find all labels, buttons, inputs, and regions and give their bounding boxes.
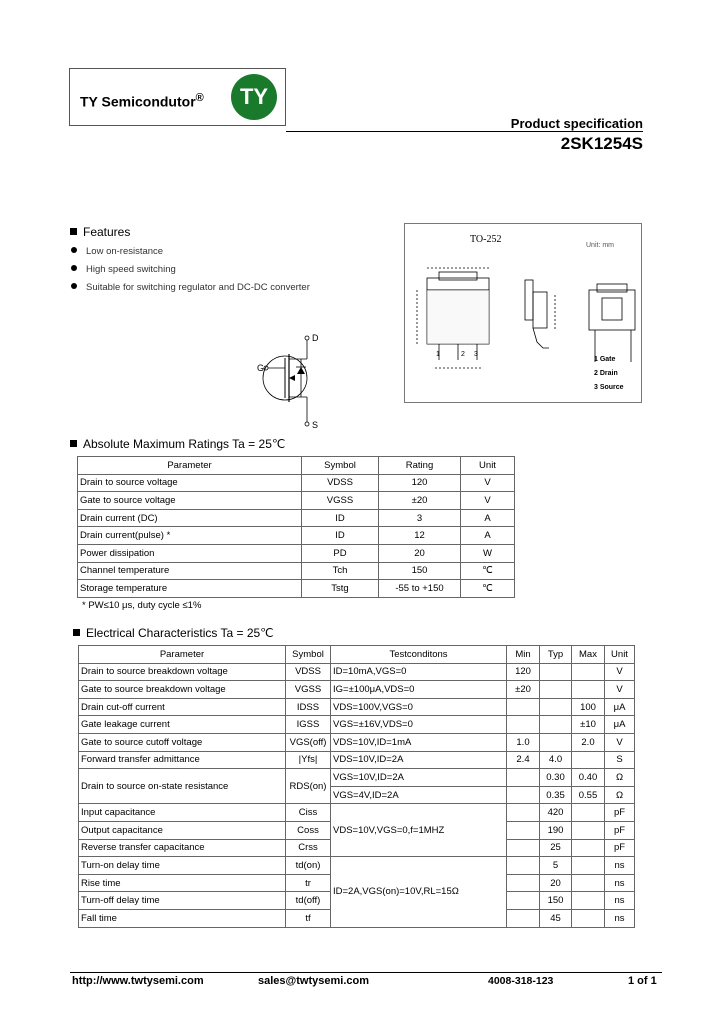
table-cell: ID=2A,VGS(on)=10V,RL=15Ω <box>331 857 507 927</box>
table-cell: VDS=10V,ID=2A <box>331 751 507 769</box>
table-header: Testconditons <box>331 646 507 664</box>
feature-item: Low on-resistance <box>71 246 163 257</box>
table-cell: Tch <box>302 562 379 580</box>
footer-page-number: 1 of 1 <box>628 975 657 987</box>
part-number: 2SK1254S <box>560 134 643 153</box>
table-cell <box>572 857 605 875</box>
table-cell: ±20 <box>379 492 461 510</box>
table-row <box>78 474 515 492</box>
package-units: Unit: mm <box>586 242 614 249</box>
table-row <box>78 544 515 562</box>
abs-max-footnote: * PW≤10 μs, duty cycle ≤1% <box>82 600 202 611</box>
table-cell: 420 <box>540 804 572 822</box>
table-cell: 2.0 <box>572 733 605 751</box>
gate-label: G <box>257 363 265 373</box>
table-cell: Ω <box>605 769 635 787</box>
table-header: Typ <box>540 646 572 664</box>
table-cell: 4.0 <box>540 751 572 769</box>
abs-max-title: Absolute Maximum Ratings Ta = 25℃ <box>70 437 285 451</box>
table-row <box>78 527 515 545</box>
table-header: Symbol <box>286 646 331 664</box>
table-row <box>78 580 515 598</box>
table-cell: Fall time <box>79 909 286 927</box>
package-drawing <box>405 250 641 400</box>
table-cell: PD <box>302 544 379 562</box>
table-cell: Tstg <box>302 580 379 598</box>
table-row <box>78 509 515 527</box>
table-cell: W <box>461 544 515 562</box>
footer-website-link[interactable]: http://www.twtysemi.com <box>72 975 204 987</box>
table-cell: Gate to source breakdown voltage <box>79 681 286 699</box>
pin-number-2: 2 <box>461 351 465 358</box>
table-cell <box>572 804 605 822</box>
table-cell: Gate leakage current <box>79 716 286 734</box>
table-header-row <box>78 457 515 475</box>
table-cell: 0.55 <box>572 786 605 804</box>
table-cell <box>540 681 572 699</box>
table-cell: VGS=10V,ID=2A <box>331 769 507 787</box>
table-cell: IGSS <box>286 716 331 734</box>
table-cell: Gate to source voltage <box>78 492 302 510</box>
features-title: Features <box>70 225 130 239</box>
table-header: Symbol <box>302 457 379 475</box>
table-row <box>79 716 635 734</box>
product-specification-label: Product specification <box>510 116 643 131</box>
table-cell: Turn-on delay time <box>79 857 286 875</box>
footer-divider <box>70 972 662 973</box>
pin-number-1: 1 <box>436 351 440 358</box>
table-cell: VDSS <box>302 474 379 492</box>
table-cell: VGSS <box>286 681 331 699</box>
table-cell: 120 <box>507 663 540 681</box>
table-cell: 150 <box>379 562 461 580</box>
table-cell: Ω <box>605 786 635 804</box>
source-label: S <box>312 420 319 430</box>
table-cell: 0.30 <box>540 769 572 787</box>
table-cell: IG=±100μA,VDS=0 <box>331 681 507 699</box>
table-cell: Coss <box>286 821 331 839</box>
table-cell: Crss <box>286 839 331 857</box>
table-cell: Drain to source voltage <box>78 474 302 492</box>
table-header: Parameter <box>78 457 302 475</box>
table-cell: ID <box>302 527 379 545</box>
table-row <box>79 751 635 769</box>
table-cell: Input capacitance <box>79 804 286 822</box>
table-cell: 25 <box>540 839 572 857</box>
table-cell: -55 to +150 <box>379 580 461 598</box>
pin-label-drain: 2 Drain <box>594 370 618 377</box>
table-cell: td(on) <box>286 857 331 875</box>
table-cell: tf <box>286 909 331 927</box>
table-cell <box>507 892 540 910</box>
table-cell: Rise time <box>79 874 286 892</box>
table-cell <box>507 839 540 857</box>
table-cell: ±10 <box>572 716 605 734</box>
table-row <box>79 857 635 875</box>
table-cell <box>507 821 540 839</box>
table-cell: A <box>461 527 515 545</box>
table-cell: ±20 <box>507 681 540 699</box>
table-cell: 190 <box>540 821 572 839</box>
table-cell <box>507 857 540 875</box>
table-cell: 5 <box>540 857 572 875</box>
table-cell: 2.4 <box>507 751 540 769</box>
table-cell: Drain cut-off current <box>79 698 286 716</box>
package-name: TO-252 <box>470 234 502 245</box>
table-cell: Storage temperature <box>78 580 302 598</box>
table-cell: 120 <box>379 474 461 492</box>
table-cell <box>572 909 605 927</box>
table-cell: pF <box>605 839 635 857</box>
table-row <box>79 663 635 681</box>
table-cell: VGSS <box>302 492 379 510</box>
table-row <box>78 492 515 510</box>
table-cell <box>507 909 540 927</box>
table-cell <box>540 733 572 751</box>
table-cell: 20 <box>379 544 461 562</box>
table-row <box>78 562 515 580</box>
table-row <box>79 681 635 699</box>
table-cell: 0.40 <box>572 769 605 787</box>
table-cell <box>572 821 605 839</box>
pin-number-3: 3 <box>474 351 478 358</box>
table-cell: Turn-off delay time <box>79 892 286 910</box>
footer-email-link[interactable]: sales@twtysemi.com <box>258 975 369 987</box>
table-cell: V <box>605 663 635 681</box>
table-cell: 12 <box>379 527 461 545</box>
abs-max-table <box>77 456 515 598</box>
mosfet-symbol-diagram <box>255 326 335 431</box>
table-header: Parameter <box>79 646 286 664</box>
table-cell: tr <box>286 874 331 892</box>
table-cell: VDS=10V,VGS=0,f=1MHZ <box>331 804 507 857</box>
footer-phone: 4008-318-123 <box>488 975 554 987</box>
company-logo: TY <box>231 74 277 120</box>
table-cell: V <box>461 474 515 492</box>
table-header: Rating <box>379 457 461 475</box>
table-cell: 1.0 <box>507 733 540 751</box>
feature-item: High speed switching <box>71 264 176 275</box>
table-cell: μA <box>605 716 635 734</box>
table-cell: td(off) <box>286 892 331 910</box>
table-cell: Ciss <box>286 804 331 822</box>
table-cell: A <box>461 509 515 527</box>
table-cell: pF <box>605 821 635 839</box>
table-cell: Power dissipation <box>78 544 302 562</box>
elec-table <box>78 645 635 928</box>
table-cell: ID=10mA,VGS=0 <box>331 663 507 681</box>
table-cell: ℃ <box>461 580 515 598</box>
feature-item: Suitable for switching regulator and DC-DC converter <box>71 282 310 293</box>
table-row <box>79 769 635 787</box>
table-cell <box>572 751 605 769</box>
table-cell: ns <box>605 892 635 910</box>
elec-title: Electrical Characteristics Ta = 25℃ <box>73 626 274 640</box>
table-cell: Drain to source breakdown voltage <box>79 663 286 681</box>
table-cell <box>507 769 540 787</box>
table-cell <box>572 681 605 699</box>
table-cell <box>572 874 605 892</box>
table-cell: VGS(off) <box>286 733 331 751</box>
table-cell: 0.35 <box>540 786 572 804</box>
table-cell: Drain current(pulse) * <box>78 527 302 545</box>
table-cell: V <box>605 681 635 699</box>
table-cell: 3 <box>379 509 461 527</box>
table-cell <box>572 892 605 910</box>
table-row <box>79 804 635 822</box>
table-cell: IDSS <box>286 698 331 716</box>
table-row <box>79 733 635 751</box>
table-cell <box>540 698 572 716</box>
table-cell: ns <box>605 857 635 875</box>
table-cell: ID <box>302 509 379 527</box>
table-cell: |Yfs| <box>286 751 331 769</box>
table-cell: 20 <box>540 874 572 892</box>
table-cell <box>540 663 572 681</box>
table-cell: 150 <box>540 892 572 910</box>
table-cell: VGS=±16V,VDS=0 <box>331 716 507 734</box>
table-cell <box>507 874 540 892</box>
table-cell: 45 <box>540 909 572 927</box>
table-cell <box>507 698 540 716</box>
table-cell: Reverse transfer capacitance <box>79 839 286 857</box>
table-cell: Output capacitance <box>79 821 286 839</box>
company-name: TY Semicondutor® <box>80 92 204 110</box>
table-header: Unit <box>605 646 635 664</box>
table-cell <box>572 839 605 857</box>
table-cell <box>507 786 540 804</box>
table-row <box>79 698 635 716</box>
table-header: Unit <box>461 457 515 475</box>
table-cell: S <box>605 751 635 769</box>
table-cell: 100 <box>572 698 605 716</box>
table-cell: ns <box>605 874 635 892</box>
table-cell: Drain to source on-state resistance <box>79 769 286 804</box>
table-cell: pF <box>605 804 635 822</box>
pin-label-gate: 1 Gate <box>594 356 616 363</box>
drain-label: D <box>312 333 319 343</box>
table-cell <box>572 663 605 681</box>
table-cell: ns <box>605 909 635 927</box>
table-cell: VDSS <box>286 663 331 681</box>
table-cell: V <box>605 733 635 751</box>
pin-label-source: 3 Source <box>594 384 624 391</box>
table-cell: Gate to source cutoff voltage <box>79 733 286 751</box>
table-header-row <box>79 646 635 664</box>
table-header: Min <box>507 646 540 664</box>
table-cell: V <box>461 492 515 510</box>
table-cell: VDS=10V,ID=1mA <box>331 733 507 751</box>
table-cell <box>540 716 572 734</box>
table-cell: VDS=100V,VGS=0 <box>331 698 507 716</box>
table-cell <box>507 804 540 822</box>
table-cell: Drain current (DC) <box>78 509 302 527</box>
table-cell: Forward transfer admittance <box>79 751 286 769</box>
header-divider <box>286 131 643 132</box>
table-cell: μA <box>605 698 635 716</box>
table-cell: ℃ <box>461 562 515 580</box>
table-cell: RDS(on) <box>286 769 331 804</box>
table-cell: VGS=4V,ID=2A <box>331 786 507 804</box>
table-cell: Channel temperature <box>78 562 302 580</box>
table-header: Max <box>572 646 605 664</box>
table-cell <box>507 716 540 734</box>
